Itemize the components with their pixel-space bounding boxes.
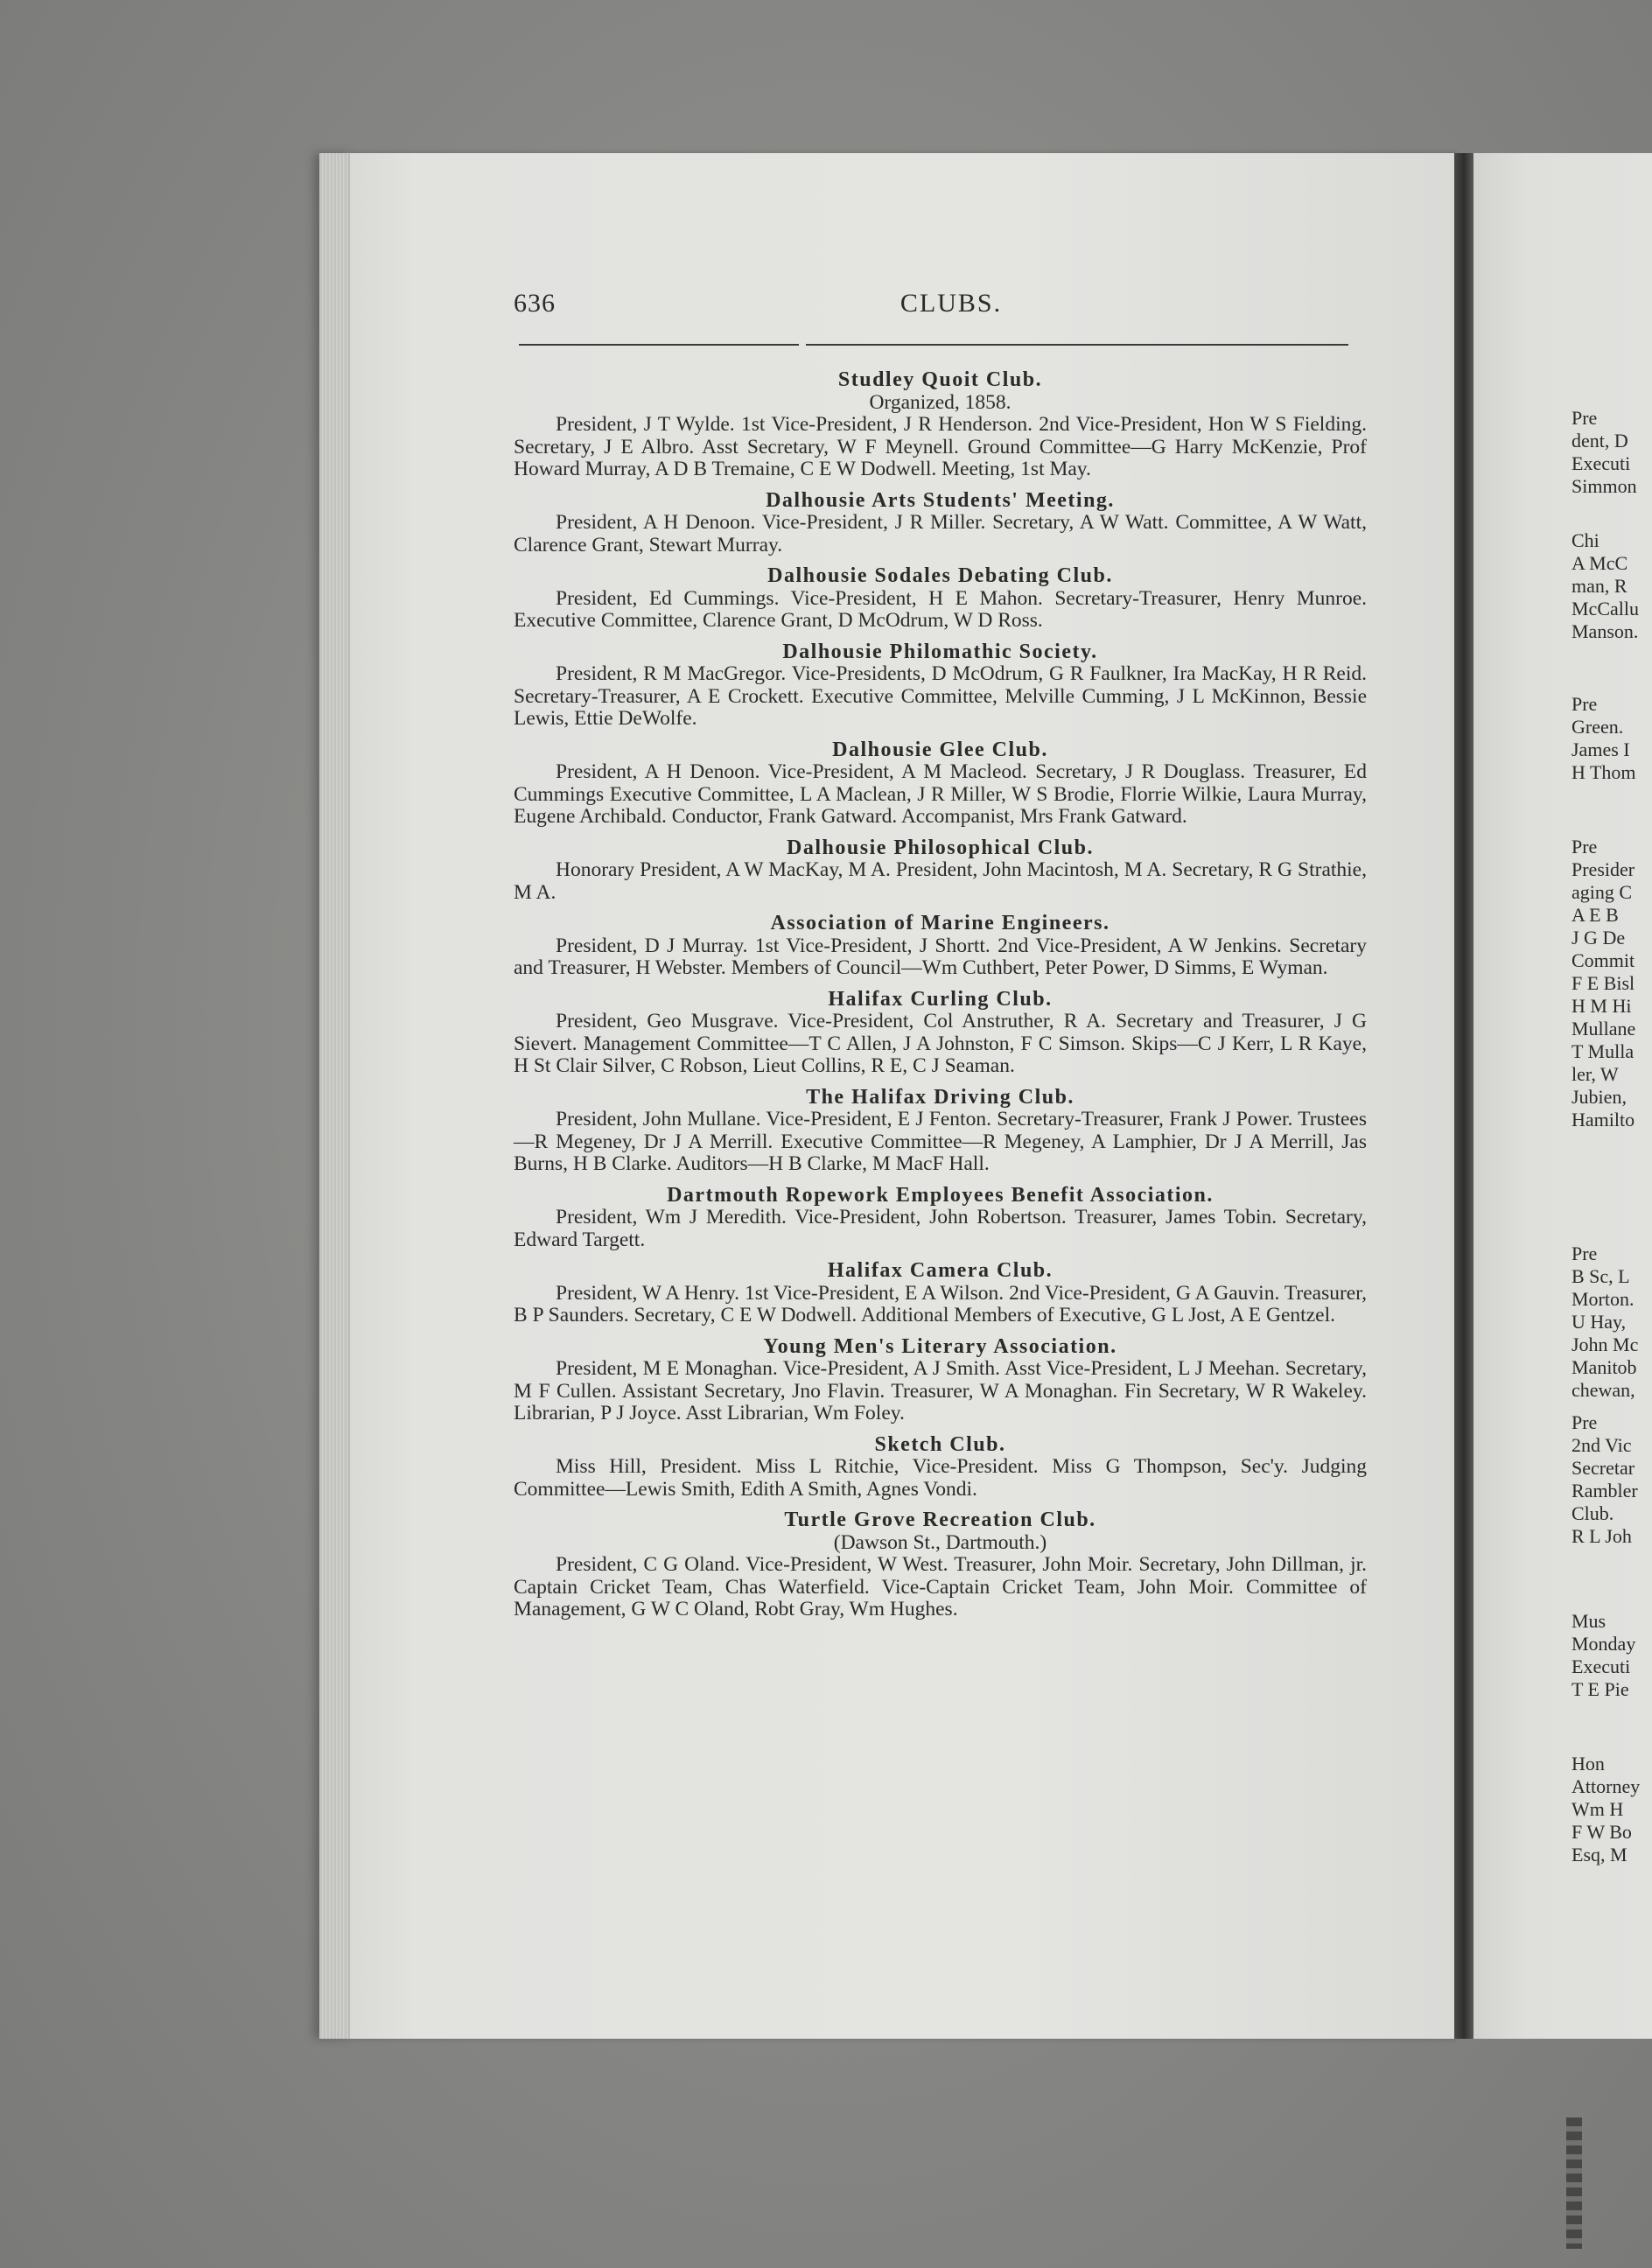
club-officers: President, A H Denoon. Vice-President, J R Miller. Secretary, A W Watt. Committee, A W Watt, Clarence Grant, Stewart Murray.: [514, 511, 1367, 556]
club-entry: [514, 837, 1367, 905]
facing-line: Hon: [1572, 1753, 1605, 1774]
facing-line: Hamilto: [1572, 1109, 1635, 1130]
facing-line: H M Hi: [1572, 995, 1632, 1017]
facing-line: 2nd Vic: [1572, 1434, 1632, 1456]
facing-line: Green.: [1572, 716, 1624, 738]
club-name: Association of Marine Engineers.: [770, 912, 1110, 934]
club-entry: [514, 1434, 1367, 1502]
facing-line: James I: [1572, 738, 1630, 760]
facing-line: McCallu: [1572, 598, 1639, 620]
club-officers: President, C G Oland. Vice-President, W West. Treasurer, John Moir. Secretary, John Dillman, jr. Captain Cricket Team, Chas Waterfield. Vice-Captain Cricket Team, John Moir. Committee of Management, G W C Oland, Robt Gray, Wm Hughes.: [514, 1553, 1367, 1620]
club-entry: [514, 913, 1367, 980]
club-subtitle: (Dawson St., Dartmouth.): [833, 1530, 1047, 1554]
facing-line: Pre: [1572, 836, 1598, 858]
facing-line: Pre: [1572, 1411, 1598, 1433]
page-header: [514, 289, 1367, 341]
facing-line: Manson.: [1572, 620, 1639, 642]
facing-line: R L Joh: [1572, 1525, 1632, 1547]
club-name: Sketch Club.: [874, 1432, 1006, 1456]
club-name: Dalhousie Arts Students' Meeting.: [766, 488, 1115, 512]
facing-line: T E Pie: [1572, 1678, 1629, 1700]
club-entry: [514, 1260, 1367, 1327]
facing-line: F E Bisl: [1572, 972, 1635, 994]
facing-line: aging C: [1572, 881, 1633, 903]
club-entry: [514, 565, 1367, 633]
facing-line: dent, D: [1572, 430, 1628, 452]
club-subtitle: Organized, 1858.: [869, 390, 1012, 414]
club-officers: President, A H Denoon. Vice-President, A M Macleod. Secretary, J R Douglass. Treasurer, Ed Cummings Executive Committee, L A Maclean, J R Miller, W S Brodie, Florrie Wilkie, Laura Murray, Eugene Archibald. Conductor, Frank Gatward. Accompanist, Mrs Frank Gatward.: [514, 760, 1367, 828]
running-title: CLUBS.: [900, 289, 1003, 318]
club-name: Dalhousie Sodales Debating Club.: [767, 564, 1113, 587]
club-officers: President, Ed Cummings. Vice-President, H E Mahon. Secretary-Treasurer, Henry Munroe. Executive Committee, Clarence Grant, D McOdrum, W D Ross.: [514, 586, 1367, 632]
club-entry: [514, 1185, 1367, 1252]
club-name: Dalhousie Glee Club.: [832, 738, 1048, 761]
facing-line: Chi: [1572, 529, 1600, 551]
facing-line: Pre: [1572, 407, 1598, 429]
book-gutter: [1454, 153, 1474, 2039]
facing-line: Mus: [1572, 1610, 1606, 1632]
facing-line: Morton.: [1572, 1288, 1634, 1310]
club-officers: President, J T Wylde. 1st Vice-President, J R Henderson. 2nd Vice-President, Hon W S Fielding. Secretary, J E Albro. Asst Secretary, W F Meynell. Ground Committee—G Harry McKenzie, Prof Howard Murray, A D B Tremaine, C E W Dodwell. Meeting, 1st May.: [514, 413, 1367, 480]
club-officers: President, Wm J Meredith. Vice-President, John Robertson. Treasurer, James Tobin. Secretary, Edward Targett.: [514, 1206, 1367, 1251]
facing-line: chewan,: [1572, 1379, 1635, 1401]
club-officers: President, R M MacGregor. Vice-Presidents, D McOdrum, G R Faulkner, Ira MacKay, H R Reid. Secretary-Treasurer, A E Crockett. Executive Committee, Melville Cumming, J L McKinnon, Bessie Lewis, Ettie DeWolfe.: [514, 662, 1367, 730]
club-officers: President, D J Murray. 1st Vice-President, J Shortt. 2nd Vice-President, A W Jenkins. Secretary and Treasurer, H Webster. Members of Council—Wm Cuthbert, Peter Power, D Simms, E Wyman.: [514, 934, 1367, 979]
facing-line: Executi: [1572, 1656, 1631, 1677]
binding-stub: [1566, 2118, 1582, 2249]
club-officers: President, Geo Musgrave. Vice-President, Col Anstruther, R A. Secretary and Treasurer, J G Sievert. Management Committee—T C Allen, J A Johnston, F C Simson. Skips—C J Kerr, L R Kaye, H St Clair Silver, C Robson, Lieut Collins, R E, C J Seaman.: [514, 1010, 1367, 1077]
club-entry: [514, 989, 1367, 1078]
club-name: Halifax Curling Club.: [828, 987, 1053, 1011]
facing-line: Executi: [1572, 452, 1631, 474]
facing-line: Wm H: [1572, 1798, 1624, 1820]
facing-line: Pre: [1572, 693, 1598, 715]
club-entry: [514, 1336, 1367, 1425]
club-officers: President, M E Monaghan. Vice-President, A J Smith. Asst Vice-President, L J Meehan. Secretary, M F Cullen. Assistant Secretary, Jno Flavin. Treasurer, W A Monaghan. Fin Secretary, W R Wakeley. Librarian, P J Joyce. Asst Librarian, Wm Foley.: [514, 1357, 1367, 1424]
facing-line: Attorney: [1572, 1775, 1641, 1797]
facing-line: T Mulla: [1572, 1040, 1634, 1062]
facing-line: ler, W: [1572, 1063, 1619, 1085]
club-listings: [514, 368, 1367, 1630]
club-name: Studley Quoit Club.: [837, 368, 1043, 391]
club-entry: [514, 739, 1367, 829]
facing-line: man, R: [1572, 575, 1628, 597]
facing-line: Jubien,: [1572, 1086, 1627, 1108]
page-number: 636: [514, 289, 556, 318]
club-name: Dartmouth Ropework Employees Benefit Association.: [667, 1183, 1214, 1207]
facing-line: Presider: [1572, 858, 1635, 880]
club-name: Young Men's Literary Association.: [763, 1334, 1117, 1358]
facing-line: A McC: [1572, 552, 1628, 574]
club-entry: [514, 369, 1367, 481]
facing-line: F W Bo: [1572, 1821, 1632, 1843]
club-officers: Honorary President, A W MacKay, M A. President, John Macintosh, M A. Secretary, R G Strathie, M A.: [514, 858, 1367, 904]
facing-line: Rambler: [1572, 1480, 1638, 1502]
club-name: Halifax Camera Club.: [827, 1259, 1054, 1282]
facing-line: Club.: [1572, 1502, 1614, 1524]
club-name: Dalhousie Philomathic Society.: [782, 640, 1098, 663]
club-name: Turtle Grove Recreation Club.: [784, 1508, 1096, 1531]
facing-line: Simmon: [1572, 475, 1637, 497]
facing-line: Esq, M: [1572, 1844, 1628, 1866]
club-officers: President, John Mullane. Vice-President, E J Fenton. Secretary-Treasurer, Frank J Power. Trustees—R Megeney, Dr J A Merrill. Executive Committee—R Megeney, A Lamphier, Dr J A Merrill, Jas Burns, H B Clarke. Auditors—H B Clarke, M MacF Hall.: [514, 1108, 1367, 1175]
club-entry: [514, 1509, 1367, 1621]
club-entry: [514, 641, 1367, 731]
facing-line: A E B: [1572, 904, 1619, 926]
club-name: Dalhousie Philosophical Club.: [787, 836, 1094, 859]
facing-line: Secretar: [1572, 1457, 1635, 1479]
club-entry: [514, 1087, 1367, 1176]
club-officers: President, W A Henry. 1st Vice-President, E A Wilson. 2nd Vice-President, G A Gauvin. Treasurer, B P Saunders. Secretary, C E W Dodwell. Additional Members of Executive, G L Jost, A E Gentzel.: [514, 1281, 1367, 1326]
header-rule-right: [806, 344, 1348, 346]
club-officers: Miss Hill, President. Miss L Ritchie, Vice-President. Miss G Thompson, Sec'y. Judging Committee—Lewis Smith, Edith A Smith, Agnes Vondi.: [514, 1455, 1367, 1501]
header-rule-left: [519, 344, 799, 346]
facing-line: B Sc, L: [1572, 1265, 1630, 1287]
book-page-edges: [319, 153, 354, 2039]
facing-line: Manitob: [1572, 1356, 1637, 1378]
facing-line: U Hay,: [1572, 1311, 1627, 1333]
facing-line: John Mc: [1572, 1334, 1639, 1355]
facing-line: Commit: [1572, 949, 1635, 971]
club-name: The Halifax Driving Club.: [806, 1085, 1074, 1109]
facing-line: Monday: [1572, 1633, 1636, 1655]
club-entry: [514, 490, 1367, 557]
facing-line: H Thom: [1572, 761, 1636, 783]
facing-line: J G De: [1572, 927, 1626, 948]
facing-line: Mullane: [1572, 1018, 1636, 1040]
facing-line: Pre: [1572, 1242, 1598, 1264]
